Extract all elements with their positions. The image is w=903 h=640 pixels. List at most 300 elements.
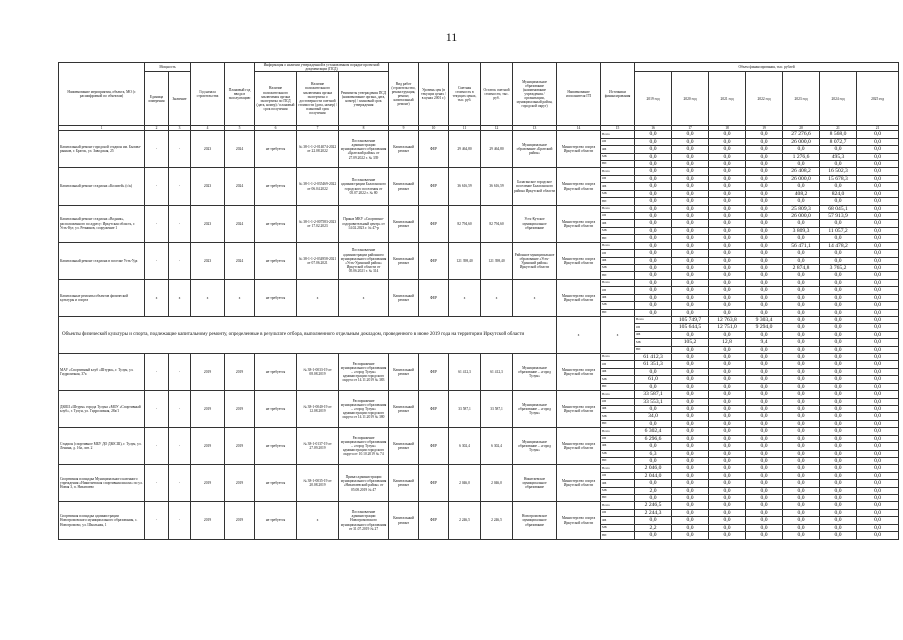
objects-top-body	[59, 131, 899, 317]
funding-cell: 0,0	[709, 413, 746, 420]
object-unit: x	[145, 279, 169, 316]
funding-cell: 0,0	[635, 405, 672, 412]
source-label: ФБ	[601, 183, 635, 190]
funding-cell: 0,0	[635, 183, 672, 190]
funding-cell: 26 408,2	[783, 168, 820, 175]
funding-cell: 0,0	[746, 235, 783, 242]
funding-cell: 0,0	[746, 487, 783, 494]
funding-cell: 0,0	[857, 302, 899, 309]
source-label: ФБ	[601, 480, 635, 487]
funding-cell: 0,0	[783, 183, 820, 190]
funding-cell: 0,0	[820, 354, 857, 361]
object-year-end: 2024	[225, 242, 255, 279]
section-total-cell: 0,0	[857, 331, 899, 338]
object-year-start: 2023	[191, 131, 225, 168]
funding-cell: 0,0	[672, 361, 709, 368]
header-docs-expertise: Наличие положительного заключения органа экспертизы по ПСД (дата, номер) / плановый срок получения	[255, 72, 297, 126]
header-year-start: Год начала строительства	[191, 63, 225, 126]
section-total-cell: 0,0	[672, 331, 709, 338]
funding-cell: 0,0	[635, 168, 672, 175]
funding-cell: 0,0	[857, 175, 899, 182]
object-unit: -	[145, 465, 169, 502]
object-customer: Министерство спорта Иркутской области	[557, 465, 601, 502]
funding-cell: 0,0	[709, 472, 746, 479]
funding-cell: 0,0	[709, 242, 746, 249]
funding-cell: 0,0	[635, 227, 672, 234]
object-rir: № 38-1-0035-19 от 20.08.2019	[297, 465, 339, 502]
funding-cell: 0,0	[783, 309, 820, 316]
section-total-cell: 9,4	[746, 339, 783, 346]
object-estimate: 6 302,4	[449, 428, 481, 465]
column-number-cell: 16	[635, 126, 672, 131]
funding-cell: 0,0	[820, 472, 857, 479]
column-number-cell: 9	[389, 126, 419, 131]
source-label: ОБ	[601, 138, 635, 145]
funding-cell: 0,0	[635, 220, 672, 227]
object-unit: -	[145, 428, 169, 465]
funding-cell: 0,0	[709, 457, 746, 464]
funding-cell: 0,0	[635, 517, 672, 524]
funding-cell: 0,0	[746, 428, 783, 435]
funding-cell: 0,0	[746, 153, 783, 160]
section-total-cell: 0,0	[857, 324, 899, 331]
source-label: ОБ	[601, 213, 635, 220]
funding-cell: 0,0	[857, 361, 899, 368]
object-estimate: 61 412,3	[449, 354, 481, 391]
object-value: -	[169, 428, 191, 465]
funding-cell: 0,0	[709, 153, 746, 160]
object-expertise: не требуется	[255, 391, 297, 428]
funding-cell: 0,0	[746, 190, 783, 197]
funding-cell: 0,0	[820, 480, 857, 487]
funding-cell: 0,0	[709, 146, 746, 153]
header-year-2019: 2019 год	[635, 72, 672, 126]
object-year-start: 2019	[191, 465, 225, 502]
funding-cell: 0,0	[709, 168, 746, 175]
funding-cell: 0,0	[783, 235, 820, 242]
section-recipient: x	[601, 316, 635, 353]
funding-cell: 0,0	[746, 302, 783, 309]
funding-cell: 0,0	[820, 279, 857, 286]
object-rir: № 38-1-1-2-034958-2021 от 07.06.2021	[297, 242, 339, 279]
section-total-cell: 0,0	[783, 316, 820, 323]
section-total-cell: 0,0	[857, 316, 899, 323]
column-number-cell: 8	[339, 126, 389, 131]
funding-cell: 0,0	[709, 383, 746, 390]
funding-cell: 0,0	[783, 502, 820, 509]
funding-cell: 0,0	[635, 242, 672, 249]
funding-cell: 0,0	[783, 532, 820, 539]
object-recipient: x	[513, 279, 557, 316]
funding-cell: 0,0	[709, 361, 746, 368]
object-rir: № 38-1-0033-19 от 08.08.2019	[297, 354, 339, 391]
column-number-cell: 2	[145, 126, 169, 131]
column-number-cell: 18	[709, 126, 746, 131]
funding-cell: 0,0	[672, 495, 709, 502]
funding-cell: 0,0	[709, 287, 746, 294]
object-expertise: не требуется	[255, 168, 297, 205]
section-total-cell: 9 294,0	[746, 324, 783, 331]
object-price-level: ФЕР	[419, 428, 449, 465]
object-estimate: 2 046,0	[449, 465, 481, 502]
section-total-cell: 0,0	[820, 331, 857, 338]
source-label: Всего	[601, 428, 635, 435]
funding-cell: 0,0	[709, 227, 746, 234]
funding-cell: 0,0	[635, 480, 672, 487]
source-label: ВИ	[601, 495, 635, 502]
funding-cell: 0,0	[820, 428, 857, 435]
funding-cell: 0,0	[709, 183, 746, 190]
funding-cell: 0,0	[635, 235, 672, 242]
object-remaining: 82 794,60	[481, 205, 513, 242]
funding-cell: 0,0	[783, 480, 820, 487]
object-price-level: ФЕР	[419, 354, 449, 391]
source-label: ОБ	[601, 175, 635, 182]
header-funding-group: Объем финансирования, тыс. рублей	[635, 63, 899, 72]
source-label: Всего	[601, 205, 635, 212]
object-year-start: 2019	[191, 391, 225, 428]
object-approval: x	[339, 279, 389, 316]
funding-cell: 0,0	[820, 457, 857, 464]
funding-cell: 0,0	[783, 472, 820, 479]
funding-cell: 0,0	[746, 457, 783, 464]
funding-cell: 0,0	[857, 398, 899, 405]
funding-cell: 0,0	[857, 227, 899, 234]
object-approval: Постановление администрации районного муниципального образования «Усть-Удинский район» Иркутской области от 05.06.2021 г. № 314	[339, 242, 389, 279]
funding-cell: 0,0	[783, 524, 820, 531]
funding-cell: 3 765,2	[820, 264, 857, 271]
object-rir: № 38-1-1-2-014074-2022 от 22.08.2022	[297, 131, 339, 168]
section-total-cell: 0,0	[672, 346, 709, 353]
section-total-cell: 105 749,7	[672, 316, 709, 323]
object-work-type: Капитальный ремонт	[389, 428, 419, 465]
object-remaining: 29 464,80	[481, 131, 513, 168]
funding-cell: 0,0	[783, 272, 820, 279]
funding-cell: 0,0	[709, 532, 746, 539]
object-row	[59, 354, 899, 361]
funding-cell: 0,0	[746, 472, 783, 479]
objects-bottom-body	[59, 354, 899, 540]
funding-cell: 0,0	[857, 161, 899, 168]
funding-cell: 824,0	[820, 190, 857, 197]
funding-cell: 0,0	[857, 457, 899, 464]
object-expertise: не требуется	[255, 205, 297, 242]
funding-cell: 0,0	[746, 205, 783, 212]
header-docs-group: Информация о наличии утвержденной в установленном порядке проектной документации (ПСД)	[255, 63, 389, 72]
funding-cell: 26 000,0	[783, 175, 820, 182]
section-total-cell: 12 751,0	[709, 324, 746, 331]
funding-cell: 0,0	[783, 220, 820, 227]
funding-cell: 0,0	[709, 517, 746, 524]
funding-cell: 0,0	[746, 435, 783, 442]
object-work-type: Капитальный ремонт	[389, 279, 419, 316]
object-name: Спортивная площадка администрации Новогромовского муниципального образования, с. Новогромово, ул. Школьная, 1	[59, 502, 145, 539]
funding-cell: 0,0	[783, 465, 820, 472]
header-capacity: Мощность	[145, 63, 191, 72]
funding-cell: 0,0	[672, 138, 709, 145]
funding-cell: 0,0	[820, 235, 857, 242]
funding-cell: 0,0	[783, 457, 820, 464]
section-total-cell: 12 763,8	[709, 316, 746, 323]
funding-cell: 0,0	[709, 257, 746, 264]
funding-cell: 0,0	[709, 302, 746, 309]
funding-cell: 0,0	[857, 428, 899, 435]
object-remaining: x	[481, 279, 513, 316]
funding-cell: 0,0	[820, 487, 857, 494]
funding-cell: 8 568,0	[820, 131, 857, 138]
section-total-cell: 0,0	[783, 346, 820, 353]
funding-cell: 0,0	[672, 175, 709, 182]
source-label: Всего	[601, 354, 635, 361]
funding-cell: 0,0	[857, 146, 899, 153]
header-docs-approval: Реквизиты утверждения ПСД (наименование органа, дата, номер) / плановый срок утверждения	[339, 72, 389, 126]
funding-cell: 0,0	[746, 168, 783, 175]
object-value: -	[169, 391, 191, 428]
object-recipient: Новогромовское муниципальное образование	[513, 502, 557, 539]
object-unit: -	[145, 391, 169, 428]
funding-cell: 0,0	[783, 517, 820, 524]
funding-cell: 0,0	[709, 524, 746, 531]
funding-cell: 0,0	[672, 257, 709, 264]
funding-cell: 0,0	[857, 309, 899, 316]
object-rir: № 38-1-1-2-035469-2022 от 06.04.2022	[297, 168, 339, 205]
funding-cell: 0,0	[672, 435, 709, 442]
funding-cell: 0,0	[746, 465, 783, 472]
object-customer: Министерство спорта Иркутской области	[557, 205, 601, 242]
object-year-end: 2024	[225, 131, 255, 168]
object-price-level: ФЕР	[419, 242, 449, 279]
object-price-level: ФЕР	[419, 465, 449, 502]
funding-cell: 0,0	[746, 131, 783, 138]
funding-cell: 0,0	[635, 443, 672, 450]
funding-cell: 0,0	[709, 161, 746, 168]
funding-cell: 0,0	[783, 420, 820, 427]
object-work-type: Капитальный ремонт	[389, 205, 419, 242]
funding-cell: 0,0	[820, 465, 857, 472]
funding-cell: 0,0	[783, 279, 820, 286]
object-year-start: 2019	[191, 354, 225, 391]
object-unit: -	[145, 205, 169, 242]
funding-cell: 0,0	[746, 287, 783, 294]
object-approval: Приказ администрации муниципального образования «Никитаевский район» от 05.08.2019 № 47	[339, 465, 389, 502]
object-approval: Распоряжение муниципального образования – «город Тулун» администрации городского округа от 14.11.2019 № 383	[339, 354, 389, 391]
funding-cell: 0,0	[672, 153, 709, 160]
object-unit: -	[145, 242, 169, 279]
funding-cell: 0,0	[672, 465, 709, 472]
source-label: МБ	[601, 264, 635, 271]
funding-cell: 0,0	[783, 487, 820, 494]
funding-cell: 0,0	[857, 413, 899, 420]
object-row	[59, 391, 899, 398]
funding-cell: 0,0	[820, 502, 857, 509]
source-label: ОБ	[601, 361, 635, 368]
section-total-cell: 9 303,4	[746, 316, 783, 323]
object-value: -	[169, 131, 191, 168]
object-approval: Постановление администрации Новогромовского муниципального образования от 31.07.2019 № 27	[339, 502, 389, 539]
object-row	[59, 502, 899, 509]
section-source-label: МБ	[635, 339, 672, 346]
funding-cell: 0,0	[783, 413, 820, 420]
section-source-label: ФБ	[635, 331, 672, 338]
funding-cell: 0,0	[857, 368, 899, 375]
source-label: МБ	[601, 227, 635, 234]
section-customer: x	[557, 316, 601, 353]
section-total-cell: 0,0	[857, 339, 899, 346]
funding-cell: 0,0	[783, 391, 820, 398]
column-number-cell: 3	[169, 126, 191, 131]
funding-cell: 2,2	[635, 524, 672, 531]
funding-cell: 0,0	[783, 287, 820, 294]
funding-cell: 0,0	[709, 264, 746, 271]
object-year-end: 2019	[225, 502, 255, 539]
object-recipient: Никитаевское муниципальное образование	[513, 465, 557, 502]
object-remaining: 121 398,40	[481, 242, 513, 279]
object-recipient: Балаганское городское поселение Балаганского района Иркутской области	[513, 168, 557, 205]
section-total-cell: 0,0	[820, 346, 857, 353]
funding-cell: 6,3	[635, 450, 672, 457]
funding-cell: 0,0	[857, 376, 899, 383]
object-customer: Министерство спорта Иркутской области	[557, 354, 601, 391]
funding-cell: 0,0	[709, 420, 746, 427]
column-number-cell: 4	[191, 126, 225, 131]
funding-cell: 0,0	[783, 428, 820, 435]
funding-cell: 0,0	[672, 309, 709, 316]
funding-cell: 0,0	[672, 517, 709, 524]
header-year-end: Плановый год ввода в эксплуатацию	[225, 63, 255, 126]
funding-cell: 0,0	[709, 435, 746, 442]
funding-cell: 0,0	[820, 450, 857, 457]
column-number-cell: 17	[672, 126, 709, 131]
object-row	[59, 465, 899, 472]
object-work-type: Капитальный ремонт	[389, 131, 419, 168]
funding-cell: 0,0	[672, 354, 709, 361]
funding-cell: 0,0	[635, 368, 672, 375]
section-total-cell: 0,0	[783, 339, 820, 346]
section-body	[59, 316, 899, 353]
funding-cell: 0,0	[709, 131, 746, 138]
funding-cell: 2 244,3	[635, 509, 672, 516]
funding-cell: 0,0	[820, 250, 857, 257]
funding-cell: 0,0	[857, 509, 899, 516]
funding-cell: 26 000,0	[783, 213, 820, 220]
funding-cell: 0,0	[820, 161, 857, 168]
funding-cell: 0,0	[709, 354, 746, 361]
funding-cell: 0,0	[746, 294, 783, 301]
object-expertise: не требуется	[255, 279, 297, 316]
object-approval: Распоряжение муниципального образования – «город Тулун» администрации городского округа от 10.10.2019 № 74	[339, 428, 389, 465]
object-customer: Министерство спорта Иркутской области	[557, 168, 601, 205]
funding-cell: 0,0	[709, 213, 746, 220]
funding-table	[58, 62, 899, 540]
funding-cell: 0,0	[635, 198, 672, 205]
funding-cell: 0,0	[820, 287, 857, 294]
funding-cell: 6 302,4	[635, 428, 672, 435]
section-total-cell: 0,0	[783, 331, 820, 338]
source-label: ОБ	[601, 287, 635, 294]
object-recipient: Районное муниципальное образование «Усть-Удинский район» Иркутской области	[513, 242, 557, 279]
funding-cell: 0,0	[672, 146, 709, 153]
funding-cell: 0,0	[746, 361, 783, 368]
section-total-cell: 0,0	[857, 346, 899, 353]
section-total-cell: 0,0	[820, 316, 857, 323]
object-row	[59, 279, 899, 286]
funding-cell: 0,0	[857, 168, 899, 175]
source-label: ВИ	[601, 161, 635, 168]
source-label: МБ	[601, 413, 635, 420]
funding-cell: 0,0	[672, 198, 709, 205]
section-total-cell: 0,0	[746, 346, 783, 353]
section-source-label: Всего	[635, 316, 672, 323]
funding-cell: 0,0	[672, 383, 709, 390]
column-number-cell: 7	[297, 126, 339, 131]
column-number-cell: 12	[481, 126, 513, 131]
funding-cell: 0,0	[820, 405, 857, 412]
object-price-level: ФЕР	[419, 131, 449, 168]
object-year-end: 2024	[225, 168, 255, 205]
object-row	[59, 131, 899, 138]
funding-cell: 0,0	[857, 272, 899, 279]
object-approval: Постановление администрации муниципального образования «Братский район» от 27.09.2022 г. № 339	[339, 131, 389, 168]
source-label: МБ	[601, 450, 635, 457]
object-estimate: x	[449, 279, 481, 316]
funding-cell: 0,0	[857, 213, 899, 220]
source-label: ФБ	[601, 146, 635, 153]
funding-cell: 0,0	[857, 287, 899, 294]
object-remaining: 61 412,3	[481, 354, 513, 391]
object-customer: Министерство спорта Иркутской области	[557, 428, 601, 465]
source-label: МБ	[601, 302, 635, 309]
funding-cell: 0,0	[672, 302, 709, 309]
header-customer: Наименование исполнителя ГП	[557, 63, 601, 126]
funding-cell: 0,0	[709, 487, 746, 494]
column-number-cell: 1	[59, 126, 145, 131]
column-number-cell: 19	[746, 126, 783, 131]
object-unit: -	[145, 168, 169, 205]
funding-cell: 0,0	[820, 361, 857, 368]
object-value: -	[169, 205, 191, 242]
funding-cell: 0,0	[857, 131, 899, 138]
object-estimate: 121 398,40	[449, 242, 481, 279]
funding-cell: 26 000,0	[783, 138, 820, 145]
funding-cell: 0,0	[746, 502, 783, 509]
funding-cell: 0,0	[746, 354, 783, 361]
object-remaining: 6 302,4	[481, 428, 513, 465]
funding-cell: 2,0	[635, 487, 672, 494]
funding-cell: 0,0	[746, 376, 783, 383]
header-year-2022: 2022 год	[746, 72, 783, 126]
funding-cell: 0,0	[857, 183, 899, 190]
object-work-type: Капитальный ремонт	[389, 354, 419, 391]
object-expertise: не требуется	[255, 502, 297, 539]
funding-cell: 11 057,2	[820, 227, 857, 234]
funding-cell: 0,0	[783, 435, 820, 442]
source-label: ОБ	[601, 472, 635, 479]
funding-cell: 0,0	[672, 279, 709, 286]
funding-cell: 0,0	[820, 443, 857, 450]
object-year-end: 2019	[225, 428, 255, 465]
source-label: ФБ	[601, 220, 635, 227]
funding-cell: 0,0	[746, 213, 783, 220]
object-recipient: Муниципальное образование «Братский район»	[513, 131, 557, 168]
funding-cell: 33 587,1	[635, 391, 672, 398]
source-label: ВИ	[601, 532, 635, 539]
funding-cell: 0,0	[635, 287, 672, 294]
funding-cell: 0,0	[820, 391, 857, 398]
funding-cell: 0,0	[672, 450, 709, 457]
funding-cell: 0,0	[672, 242, 709, 249]
column-number-cell: 13	[513, 126, 557, 131]
object-customer: Министерство спорта Иркутской области	[557, 279, 601, 316]
